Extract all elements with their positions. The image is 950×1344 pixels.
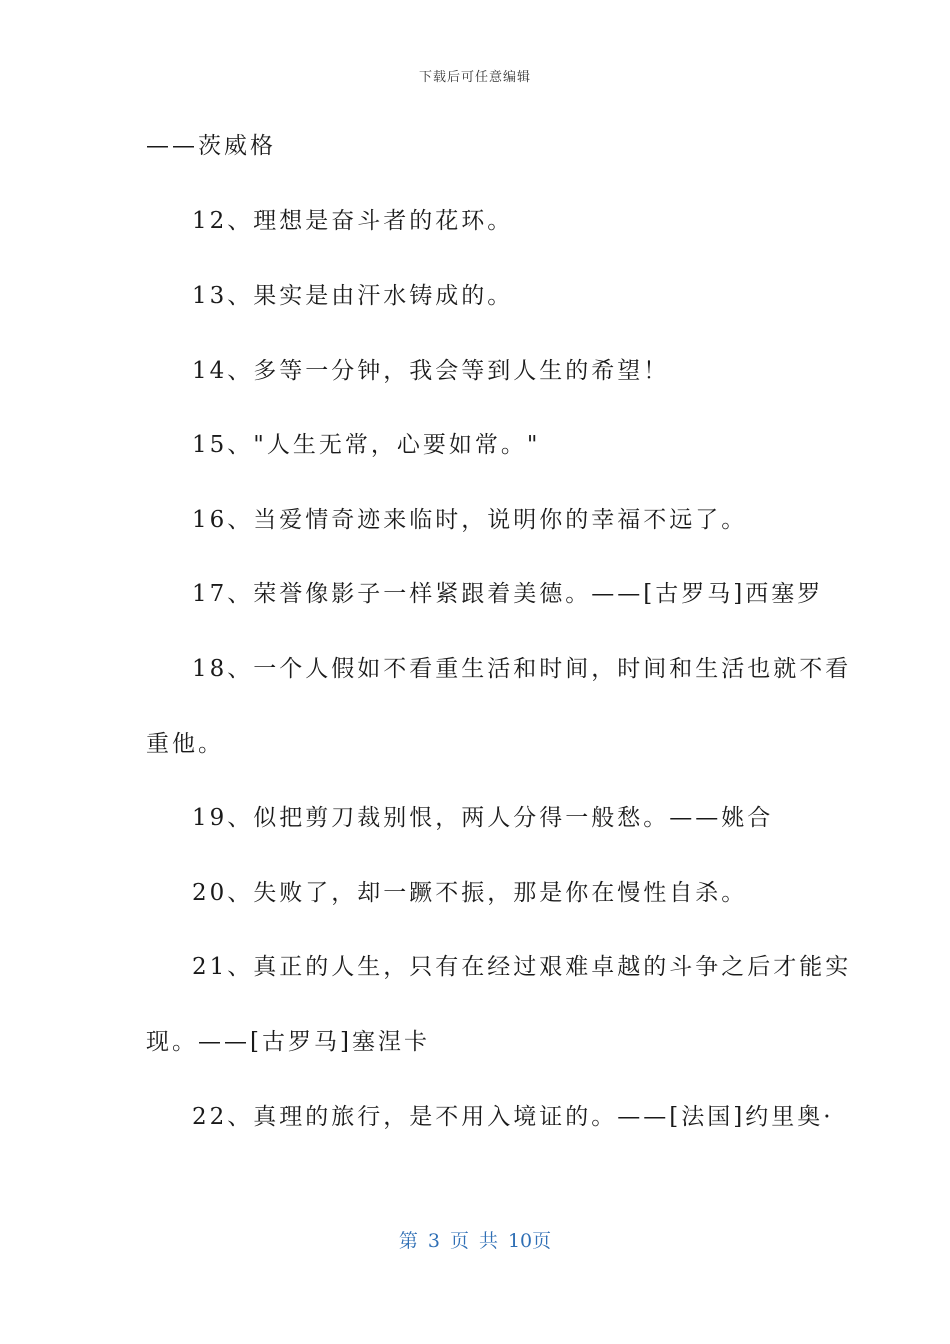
header-note: 下载后可任意编辑	[418, 70, 531, 85]
text-line: 15、"人生无常，心要如常。"	[192, 432, 541, 458]
text-line: 13、果实是由汗水铸成的。	[192, 283, 514, 309]
text-line: 12、理想是奋斗者的花环。	[192, 208, 514, 234]
text-line: 17、荣誉像影子一样紧跟着美德。——[古罗马]西塞罗	[192, 581, 824, 607]
footer-label-ye: 页	[449, 1230, 469, 1252]
footer-current-page: 3	[427, 1230, 440, 1252]
text-line: 现。——[古罗马]塞涅卡	[146, 1029, 430, 1055]
footer-total-pages: 10页	[507, 1230, 552, 1252]
text-line: 20、失败了，却一蹶不振，那是你在慢性自杀。	[192, 880, 748, 906]
text-line: ——茨威格	[146, 133, 276, 159]
text-line: 14、多等一分钟，我会等到人生的希望！	[192, 358, 670, 384]
text-line: 22、真理的旅行，是不用入境证的。——[法国]约里奥·	[192, 1104, 834, 1130]
text-line: 16、当爱情奇迹来临时，说明你的幸福不远了。	[192, 507, 748, 533]
footer-label-gong: 共	[478, 1230, 498, 1252]
footer-label-di: 第	[398, 1230, 418, 1252]
text-line: 19、似把剪刀裁别恨，两人分得一般愁。——姚合	[192, 805, 774, 831]
text-line: 重他。	[146, 731, 224, 757]
text-line: 21、真正的人生，只有在经过艰难卓越的斗争之后才能实	[192, 954, 852, 980]
page-footer	[0, 1226, 950, 1253]
text-line: 18、一个人假如不看重生活和时间，时间和生活也就不看	[192, 656, 852, 682]
